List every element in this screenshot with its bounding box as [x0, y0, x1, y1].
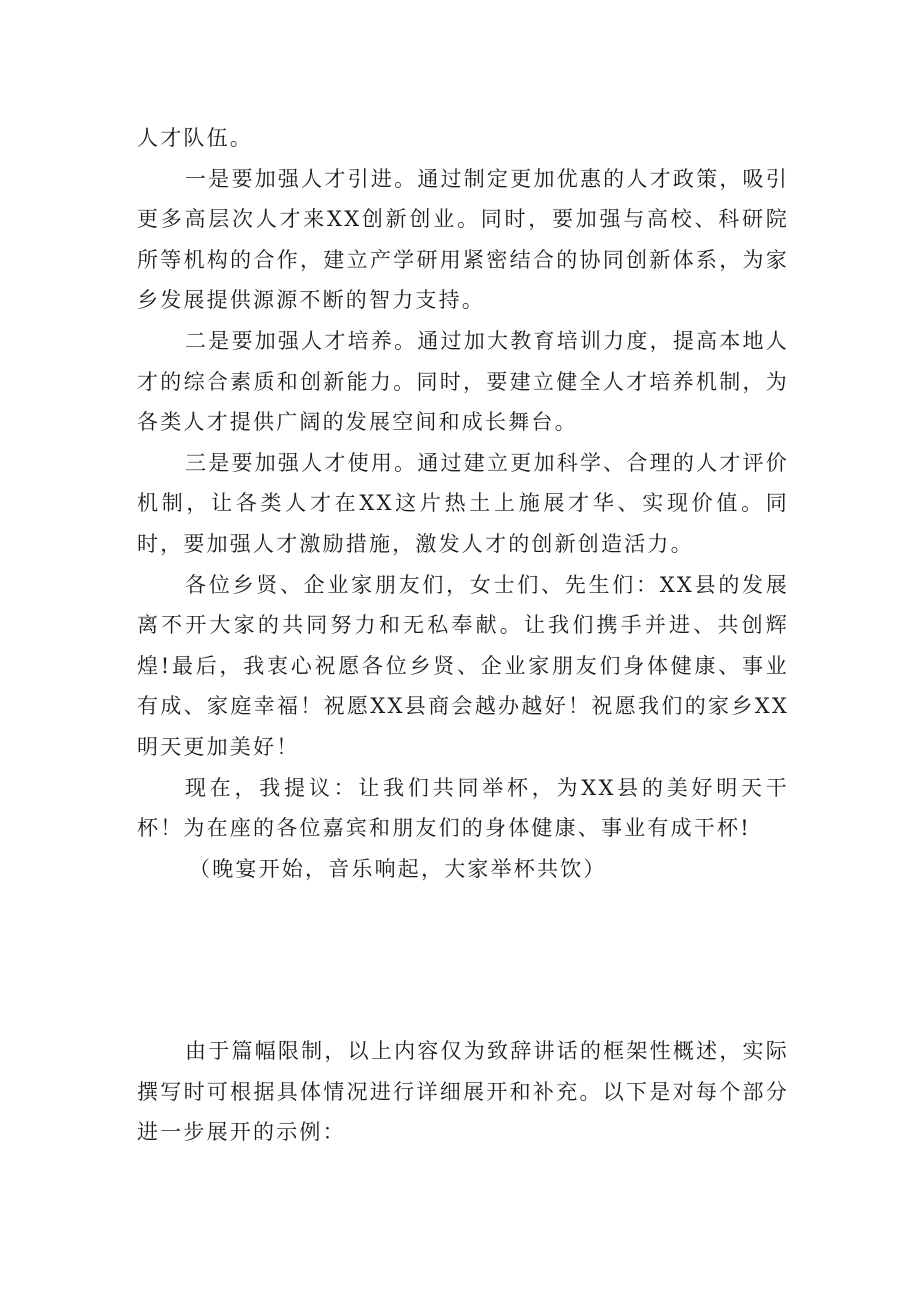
- paragraph-length-note: 由于篇幅限制，以上内容仅为致辞讲话的框架性概述，实际撰写时可根据具体情况进行详细展开和补充。以下是对每个部分进一步展开的示例：: [137, 1039, 789, 1145]
- paragraph-continuation: 人才队伍。: [137, 126, 253, 150]
- paragraph-closing-wishes: 各位乡贤、企业家朋友们，女士们、先生们：XX县的发展离不开大家的共同努力和无私奉献。让我们携手并进、共创辉煌!最后，我衷心祝愿各位乡贤、企业家朋友们身体健康、事业有成、家庭幸福！祝愿XX县商会越办越好！祝愿我们的家乡XX明天更加美好！: [137, 572, 789, 759]
- paragraph-talent-training: 二是要加强人才培养。通过加大教育培训力度，提高本地人才的综合素质和创新能力。同时，要建立健全人才培养机制，为各类人才提供广阔的发展空间和成长舞台。: [137, 328, 789, 435]
- stage-direction: （晚宴开始，音乐响起，大家举杯共饮）: [189, 856, 607, 881]
- paragraph-toast: 现在，我提议：让我们共同举杯，为XX县的美好明天干杯！为在座的各位嘉宾和朋友们的身体健康、事业有成干杯!: [137, 775, 789, 841]
- paragraph-talent-introduction: 一是要加强人才引进。通过制定更加优惠的人才政策，吸引更多高层次人才来XX创新创业。同时，要加强与高校、科研院所等机构的合作，建立产学研用紧密结合的协同创新体系，为家乡发展提供源源不断的智力支持。: [137, 166, 789, 313]
- editor-note: [137, 1031, 789, 1153]
- speech-body: [137, 118, 789, 889]
- paragraph-talent-usage: 三是要加强人才使用。通过建立更加科学、合理的人才评价机制，让各类人才在XX这片热土上施展才华、实现价值。同时，要加强人才激励措施，激发人才的创新创造活力。: [137, 450, 789, 556]
